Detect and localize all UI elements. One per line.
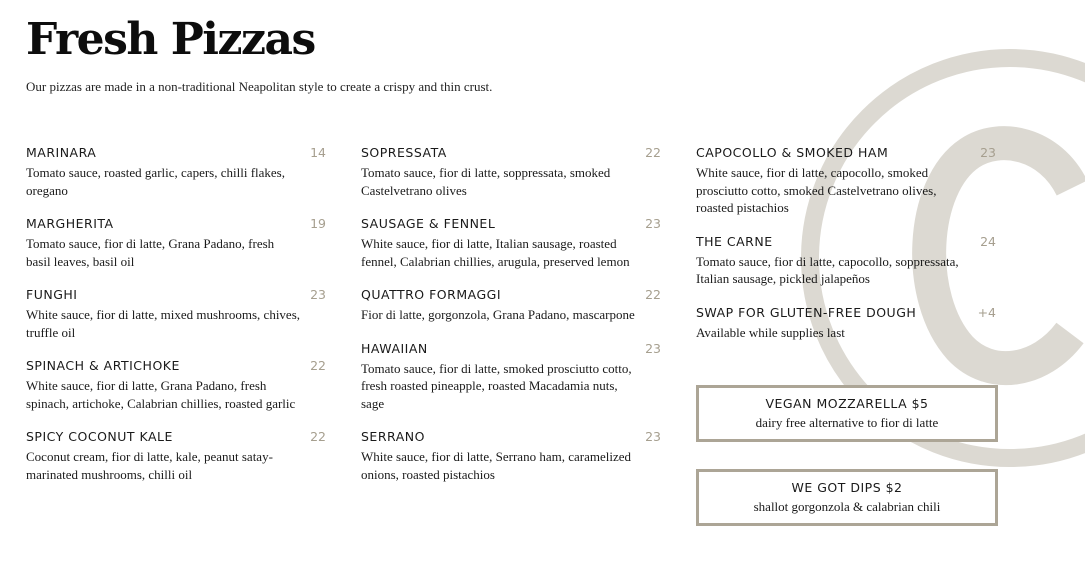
page-subtitle: Our pizzas are made in a non-traditional Neapolitan style to create a crispy and thin crust. [26, 79, 493, 94]
item-name: CAPOCOLLO & SMOKED HAM [696, 145, 889, 160]
menu-item [696, 145, 996, 217]
menu-item [361, 216, 661, 270]
menu-item [26, 358, 326, 412]
item-name: SOPRESSATA [361, 145, 447, 160]
item-description: White sauce, fior di latte, Italian sausage, roasted fennel, Calabrian chillies, arugula, preserved lemon [361, 236, 630, 269]
item-description: White sauce, fior di latte, Grana Padano, fresh spinach, artichoke, Calabrian chillies, roasted garlic [26, 378, 296, 411]
item-price: 22 [645, 287, 661, 302]
item-description: Fior di latte, gorgonzola, Grana Padano, mascarpone [361, 307, 635, 322]
item-price: 23 [980, 145, 996, 160]
item-description: White sauce, fior di latte, Serrano ham, caramelized onions, roasted pistachios [361, 449, 631, 482]
item-price: 22 [310, 429, 326, 444]
menu-item [361, 287, 661, 324]
item-description: White sauce, fior di latte, mixed mushrooms, chives, truffle oil [26, 307, 301, 340]
item-description: Tomato sauce, fior di latte, capocollo, soppressata, Italian sausage, pickled jalapeños [696, 253, 959, 286]
menu-item [361, 145, 661, 199]
menu-item [26, 216, 326, 270]
menu-item [696, 305, 996, 342]
menu-column-2 [361, 145, 661, 483]
item-name: SPINACH & ARTICHOKE [26, 358, 180, 373]
item-description: Available while supplies last [696, 324, 845, 340]
item-price: 23 [645, 429, 661, 444]
item-price: 23 [645, 340, 661, 356]
menu-column-1 [26, 145, 326, 483]
item-description: Coconut cream, fior di latte, kale, peanut satay-marinated mushrooms, chilli oil [26, 449, 273, 482]
extra-subtitle: dairy free alternative to fior di latte [755, 415, 939, 430]
item-name: SERRANO [361, 429, 425, 444]
menu-item [361, 341, 661, 413]
item-name: THE CARNE [696, 233, 773, 249]
item-price: 24 [980, 233, 996, 249]
menu-item [26, 145, 326, 199]
menu-column-3 [696, 145, 996, 341]
item-name: FUNGHI [26, 287, 78, 302]
item-price: 23 [310, 287, 326, 302]
item-description: Tomato sauce, fior di latte, Grana Padano, fresh basil leaves, basil oil [26, 236, 275, 269]
page-title: Fresh Pizzas [26, 14, 315, 65]
menu-item [26, 287, 326, 341]
item-name: SAUSAGE & FENNEL [361, 216, 496, 231]
item-price: 19 [310, 216, 326, 231]
item-description: Tomato sauce, fior di latte, soppressata, smoked Castelvetrano olives [361, 165, 611, 198]
extra-title: WE GOT DIPS $2 [791, 480, 903, 495]
item-name: HAWAIIAN [361, 340, 428, 356]
item-description: White sauce, fior di latte, capocollo, smoked prosciutto cotto, smoked Castelvetrano olives, roasted pistachios [696, 165, 937, 215]
extra-title: VEGAN MOZZARELLA $5 [765, 396, 929, 411]
item-description: Tomato sauce, roasted garlic, capers, chilli flakes, oregano [26, 165, 285, 198]
item-name: QUATTRO FORMAGGI [361, 287, 502, 302]
item-name: MARGHERITA [26, 216, 114, 231]
dips-box [696, 469, 998, 526]
item-price: +4 [977, 304, 996, 320]
item-price: 23 [645, 216, 661, 231]
item-name: MARINARA [26, 145, 97, 160]
menu-item [696, 234, 996, 288]
item-description: Tomato sauce, fior di latte, smoked prosciutto cotto, fresh roasted pineapple, roasted Macadamia nuts, sage [361, 360, 632, 411]
menu-item [361, 429, 661, 483]
item-name: SWAP FOR GLUTEN-FREE DOUGH [696, 304, 917, 320]
item-price: 14 [310, 145, 326, 160]
item-price: 22 [645, 145, 661, 160]
item-price: 22 [310, 358, 326, 373]
extra-subtitle: shallot gorgonzola & calabrian chili [753, 499, 941, 514]
vegan-mozzarella-box [696, 385, 998, 442]
item-name: SPICY COCONUT KALE [26, 429, 173, 444]
menu-item [26, 429, 326, 483]
